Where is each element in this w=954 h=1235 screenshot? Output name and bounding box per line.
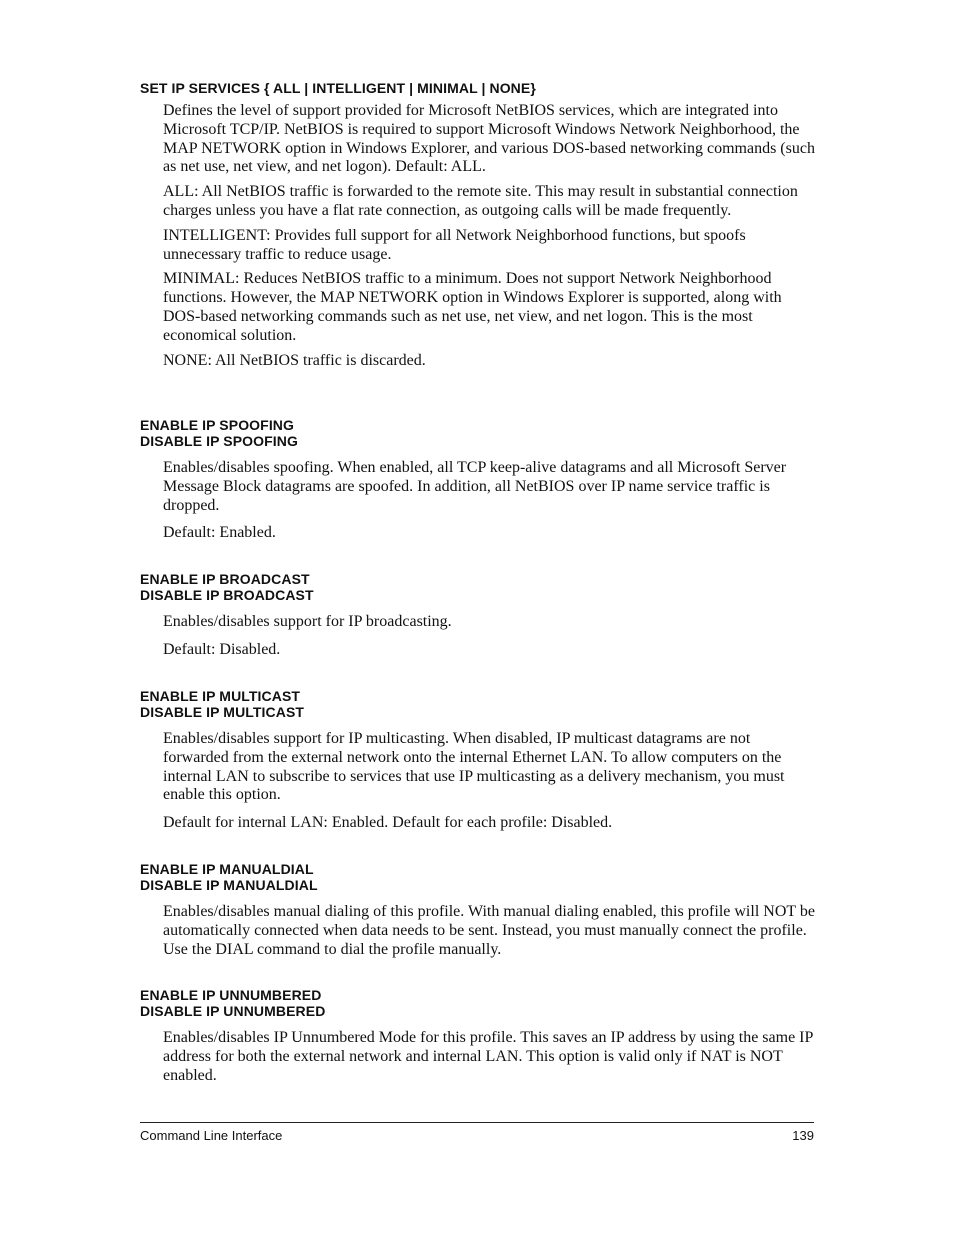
section-ip-unnumbered [140, 987, 815, 1085]
section-heading: DISABLE IP MULTICAST [140, 704, 305, 720]
section-heading: DISABLE IP BROADCAST [140, 587, 314, 603]
footer-title: Command Line Interface [140, 1128, 283, 1143]
section-heading: ENABLE IP BROADCAST [140, 571, 310, 587]
page-number: 139 [792, 1128, 814, 1143]
section-body [163, 459, 815, 543]
section-ip-spoofing [140, 417, 815, 543]
paragraph: Default: Disabled. [163, 640, 281, 658]
section-set-ip-services [140, 80, 815, 370]
section-heading: ENABLE IP MANUALDIAL [140, 861, 314, 877]
paragraph: Enables/disables support for IP broadcasting. [163, 613, 452, 630]
section-ip-manualdial [140, 861, 815, 959]
section-body [163, 730, 815, 833]
section-body [163, 613, 815, 660]
section-body [163, 102, 815, 370]
paragraph: Enables/disables support for IP multicasting. When disabled, IP multicast datagrams are not forwarded from the external network onto the internal Ethernet LAN. To allow computers on the internal LAN to subscribe to services that use IP multicasting as a delivery mechanism, you must enable this option. [163, 730, 785, 804]
paragraph: Enables/disables spoofing. When enabled, all TCP keep-alive datagrams and all Microsoft Server Message Block datagrams are spoofed. In addition, all NetBIOS over IP name service traffic is dropped. [163, 459, 787, 514]
paragraph: Default for internal LAN: Enabled. Default for each profile: Disabled. [163, 814, 613, 832]
paragraph: INTELLIGENT: Provides full support for all Network Neighborhood functions, but spoofs unnecessary traffic to reduce usage. [163, 226, 746, 263]
paragraph: Enables/disables manual dialing of this profile. With manual dialing enabled, this profile will NOT be automatically connected when data needs to be sent. Instead, you must manually connect the profile. Use the DIAL command to dial the profile manually. [163, 903, 815, 958]
section-heading: DISABLE IP MANUALDIAL [140, 877, 318, 893]
section-heading: ENABLE IP SPOOFING [140, 417, 295, 433]
section-heading: DISABLE IP SPOOFING [140, 433, 298, 449]
paragraph: NONE: All NetBIOS traffic is discarded. [163, 351, 426, 369]
section-heading: ENABLE IP MULTICAST [140, 688, 301, 704]
paragraph: MINIMAL: Reduces NetBIOS traffic to a minimum. Does not support Network Neighborhood functions. However, the MAP NETWORK option in Windows Explorer is supported, along with DOS-based networking commands such as net use, net view, and net logon. This is the most economical solution. [163, 270, 782, 344]
paragraph: ALL: All NetBIOS traffic is forwarded to the remote site. This may result in substantial connection charges unless you have a flat rate connection, as outgoing calls will be made frequently. [163, 183, 798, 219]
section-heading: DISABLE IP UNNUMBERED [140, 1003, 326, 1019]
section-ip-multicast [140, 688, 815, 833]
section-body [163, 1029, 815, 1085]
paragraph: Enables/disables IP Unnumbered Mode for this profile. This saves an IP address by using the same IP address for both the external network and internal LAN. This option is valid only if NAT is NOT enabled. [163, 1029, 813, 1084]
footer-divider [140, 1122, 814, 1123]
section-ip-broadcast [140, 571, 815, 660]
paragraph: Default: Enabled. [163, 524, 276, 542]
section-body [163, 903, 815, 959]
section-heading: SET IP SERVICES { ALL | INTELLIGENT | MINIMAL | NONE} [140, 80, 536, 96]
paragraph: Defines the level of support provided for Microsoft NetBIOS services, which are integrated into Microsoft TCP/IP. NetBIOS is required to support Microsoft Windows Network Neighborhood, the MAP NETWORK option in Windows Explorer, and various DOS-based networking commands (such as net use, net view, and net logon). Default: ALL. [163, 102, 815, 176]
section-heading: ENABLE IP UNNUMBERED [140, 987, 322, 1003]
